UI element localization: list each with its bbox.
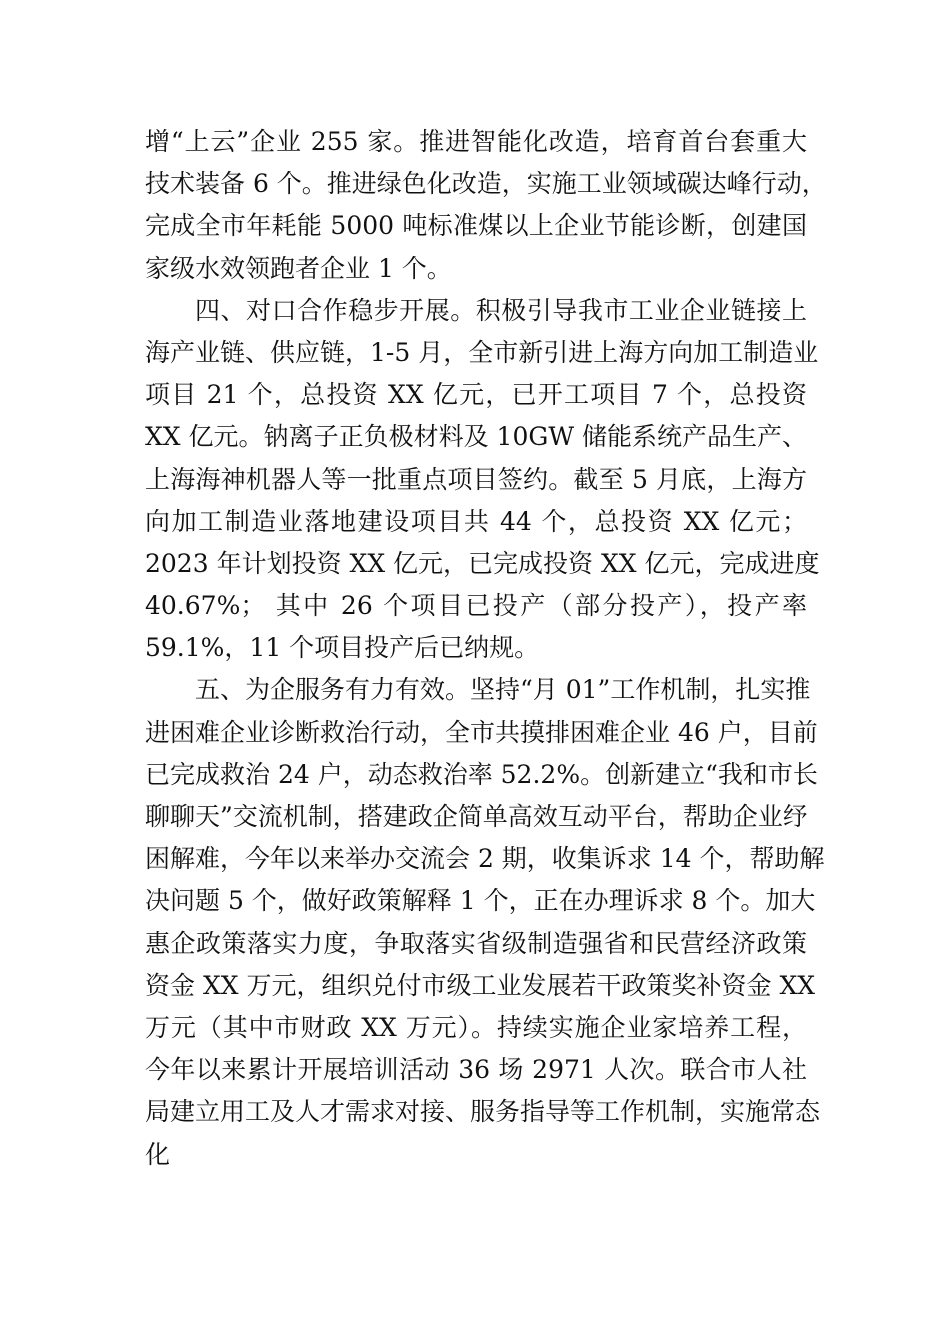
text-line: 化 [145, 1139, 171, 1169]
text-line: 上海海神机器人等一批重点项目签约。截至 5 月底，上海方 [145, 464, 807, 494]
text-line: 资金 XX 万元，组织兑付市级工业发展若干政策奖补资金 XX [145, 970, 816, 1000]
text-line: 五、为企服务有力有效。坚持“月 01”工作机制，扎实推 [195, 675, 811, 705]
text-line: 今年以来累计开展培训活动 36 场 2971 人次。联合市人社 [145, 1055, 807, 1085]
paragraph-section-4 [145, 290, 820, 670]
paragraph-section-5 [145, 669, 825, 1175]
text-line: 局建立用工及人才需求对接、服务指导等工作机制，实施常态 [145, 1097, 821, 1127]
text-line: 海产业链、供应链，1-5 月，全市新引进上海方向加工制造业 [145, 337, 819, 367]
text-line: 聊聊天”交流机制，搭建政企简单高效互动平台，帮助企业纾 [145, 802, 808, 831]
text-line: 向加工制造业落地建设项目共 44 个，总投资 XX 亿元； [145, 506, 807, 536]
text-line: 惠企政策落实力度，争取落实省级制造强省和民营经济政策 [145, 928, 807, 958]
text-line: 决问题 5 个，做好政策解释 1 个，正在办理诉求 8 个。加大 [145, 886, 816, 916]
text-line: 增“上云”企业 255 家。推进智能化改造，培育首台套重大 [145, 127, 807, 156]
text-line: 技术装备 6 个。推进绿色化改造，实施工业领域碳达峰行动， [145, 169, 827, 199]
text-line: 进困难企业诊断救治行动，全市共摸排困难企业 46 户，目前 [145, 717, 818, 747]
text-line: 万元（其中市财政 XX 万元）。持续实施企业家培养工程， [145, 1012, 807, 1042]
text-line: XX 亿元。钠离子正负极材料及 10GW 储能系统产品生产、 [145, 422, 807, 452]
text-line: 40.67%； 其中 26 个项目已投产（部分投产），投产率 [145, 591, 807, 621]
text-line: 困解难，今年以来举办交流会 2 期，收集诉求 14 个，帮助解 [145, 844, 825, 874]
text-line: 已完成救治 24 户，动态救治率 52.2%。创新建立“我和市长 [145, 759, 818, 789]
text-line: 四、对口合作稳步开展。积极引导我市工业企业链接上 [195, 295, 807, 325]
text-line: 项目 21 个，总投资 XX 亿元，已开工项目 7 个，总投资 [145, 380, 807, 410]
text-line: 59.1%，11 个项目投产后已纳规。 [145, 633, 540, 663]
document-body [145, 121, 827, 1176]
paragraph-continued [145, 121, 827, 290]
text-line: 完成全市年耗能 5000 吨标准煤以上企业节能诊断，创建国 [145, 211, 807, 241]
text-line: 2023 年计划投资 XX 亿元，已完成投资 XX 亿元，完成进度 [145, 548, 820, 578]
text-line: 家级水效领跑者企业 1 个。 [145, 253, 452, 283]
